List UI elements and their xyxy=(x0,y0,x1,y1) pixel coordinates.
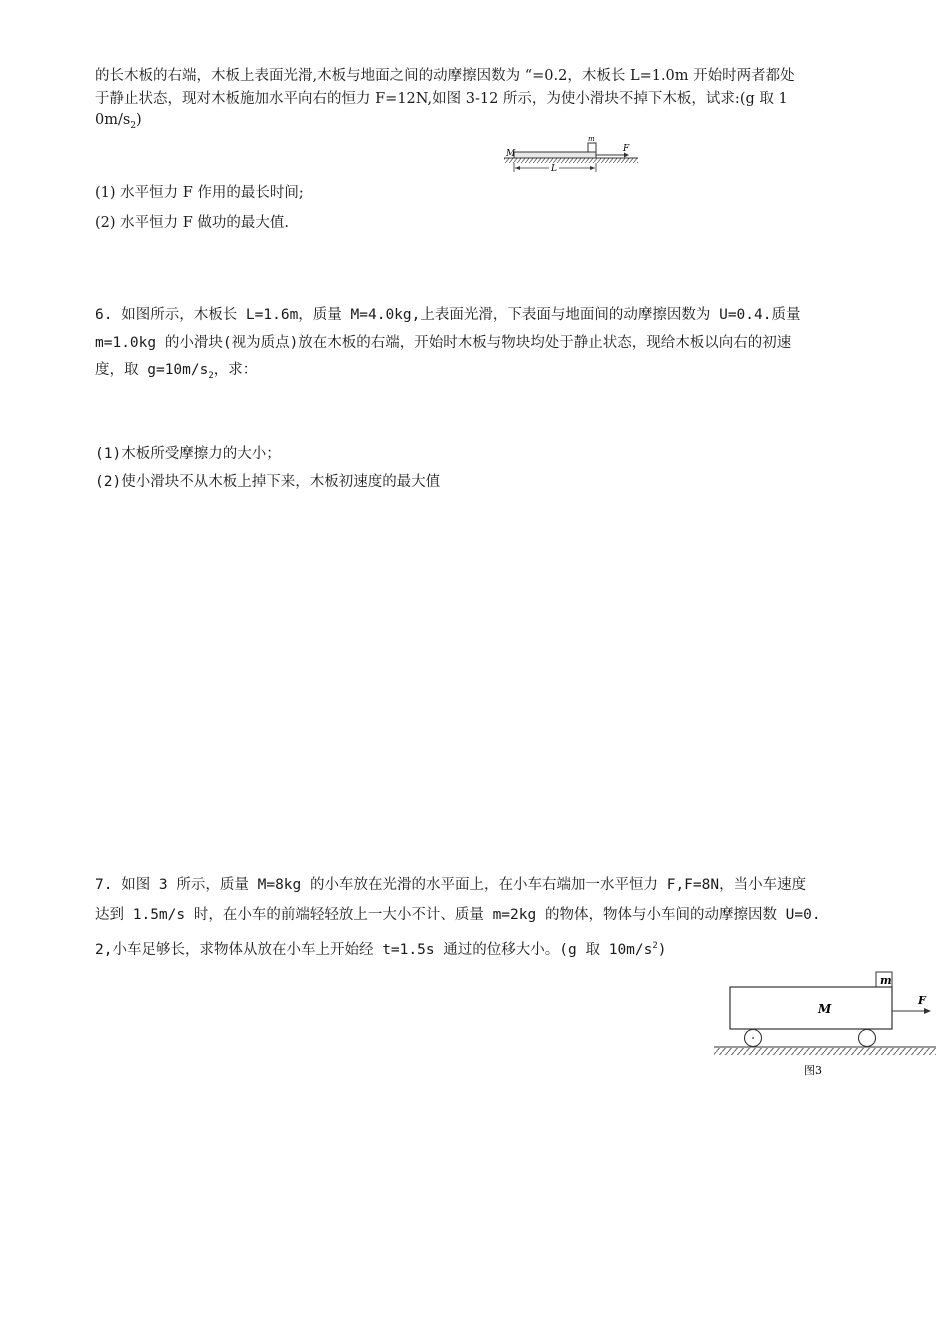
label-m: m xyxy=(588,135,595,143)
cart-figure xyxy=(710,968,940,1084)
wheel-left-axle xyxy=(752,1037,754,1039)
ground-hatch xyxy=(714,1048,936,1055)
p5-text-line-3 xyxy=(95,110,142,136)
dimension-arrow-left xyxy=(515,166,520,170)
block-rect xyxy=(588,143,596,152)
p5-line3-subscript: 2 xyxy=(130,120,137,131)
p6-line3-main: 度，取 g=10m/s xyxy=(95,362,209,378)
p7-line3-main: 2,小车足够长，求物体从放在小车上开始经 t=1.5s 通过的位移大小。(g 取 10m/s xyxy=(95,941,653,958)
p5-line3-main: 0m/s xyxy=(95,112,131,128)
p5-text-line-2: 于静止状态，现对木板施加水平向右的恒力 F=12N,如图 3-12 所示，为使小滑块不掉下木板，试求:(g 取 1 xyxy=(95,91,788,107)
wheel-right xyxy=(859,1030,876,1047)
dimension-arrow-right xyxy=(590,166,595,170)
board-rect xyxy=(514,152,596,158)
cart-body xyxy=(730,987,892,1029)
p6-line3-subscript: 2 xyxy=(208,370,214,381)
p6-text-line-3 xyxy=(95,360,257,386)
label-m: m xyxy=(880,974,892,987)
p7-text-line-3 xyxy=(95,936,667,960)
board-block-figure xyxy=(502,132,642,176)
p5-line3-tail: ) xyxy=(136,112,142,128)
p5-text-line-1: 的长木板的右端，木板上表面光滑,木板与地面之间的动摩擦因数为 “=0.2，木板长 L=1.0m 开始时两者都处 xyxy=(95,68,795,84)
force-arrowhead xyxy=(924,1008,931,1014)
p6-line3-tail: ，求： xyxy=(213,362,258,378)
p7-line3-superscript: 2 xyxy=(652,941,658,951)
p7-text-line-2: 达到 1.5m/s 时，在小车的前端轻轻放上一大小不计、质量 m=2kg 的物体，物体与小车间的动摩擦因数 U=0. xyxy=(95,907,821,923)
p5-question-1: (1) 水平恒力 F 作用的最长时间; xyxy=(95,185,304,201)
p6-question-2: (2)使小滑块不从木板上掉下来，木板初速度的最大值 xyxy=(95,474,441,490)
label-M: M xyxy=(506,149,516,159)
p7-line3-tail: ) xyxy=(657,941,667,958)
p6-text-line-1: 6. 如图所示，木板长 L=1.6m，质量 M=4.0kg,上表面光滑，下表面与地面间的动摩擦因数为 U=0.4.质量 xyxy=(95,307,801,323)
figure-caption: 图3 xyxy=(804,1064,822,1077)
label-F: F xyxy=(918,994,926,1007)
label-F: F xyxy=(623,144,630,154)
ground-hatch xyxy=(504,158,638,163)
label-M: M xyxy=(818,1002,832,1016)
p6-question-1: (1)木板所受摩擦力的大小； xyxy=(95,446,281,462)
label-L: L xyxy=(551,164,557,174)
p6-text-line-2: m=1.0kg 的小滑块(视为质点)放在木板的右端，开始时木板与物块均处于静止状态，现给木板以向右的初速 xyxy=(95,335,792,351)
p5-question-2: (2) 水平恒力 F 做功的最大值. xyxy=(95,215,290,231)
p7-text-line-1: 7. 如图 3 所示，质量 M=8kg 的小车放在光滑的水平面上，在小车右端加一水平恒力 F,F=8N，当小车速度 xyxy=(95,877,807,893)
